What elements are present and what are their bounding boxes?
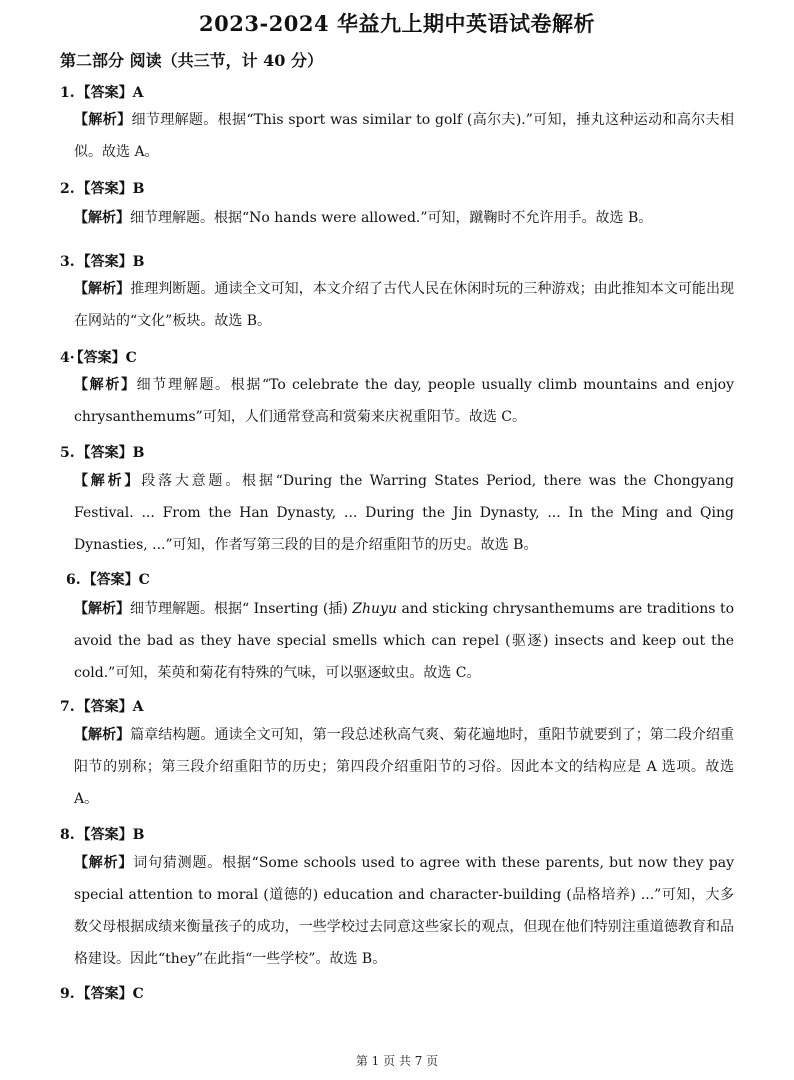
page-title: 2023-2024 华益九上期中英语试卷解析 bbox=[199, 11, 595, 36]
answer-line: 9. 【答案】C bbox=[60, 986, 144, 1002]
analysis-paragraph: 【解析】词句猜测题。根据“Some schools used to agree with these parents, but now they pay special attention to moral (道德的) education and character-building (品格培养) ...”可知，大多数父母根据成绩来衡量孩子的成功，一些学校过去同意这些家长的观点，但现在他们特别注重道德教育和品格建设。因此“they”在此指“一些学校”。故选 B。 bbox=[74, 855, 735, 967]
analysis-paragraph: 【解析】细节理解题。根据“This sport was similar to golf (高尔夫).”可知，捶丸这种运动和高尔夫相似。故选 A。 bbox=[74, 112, 734, 160]
italic-term: Zhuyu bbox=[352, 601, 397, 617]
answer-line: 2. 【答案】B bbox=[60, 181, 145, 197]
answer-line: 8. 【答案】B bbox=[60, 827, 145, 843]
analysis-paragraph: 【解析】段落大意题。根据“During the Warring States Period, there was the Chongyang Festival. ... From the Han Dynasty, ... During the Jin Dynasty, ... In the Ming and Qing Dynasties, ...”可知，作者写第三段的目的是介绍重阳节的历史。故选 B。 bbox=[74, 473, 734, 553]
answer-line: 1. 【答案】A bbox=[60, 85, 144, 101]
answer-line: 3. 【答案】B bbox=[60, 254, 145, 270]
answer-line: 4· 【答案】C bbox=[60, 350, 137, 366]
answer-line: 6. 【答案】C bbox=[66, 572, 150, 588]
analysis-paragraph: 【解析】细节理解题。根据“ Inserting (插) Zhuyu and sticking chrysanthemums are traditions to avoid the bad as they have special smells which can repel (驱逐) insects and keep out the cold.”可知，茱萸和菊花有特殊的气味，可以驱逐蚊虫。故选 C。 bbox=[74, 601, 735, 681]
analysis-paragraph: 【解析】细节理解题。根据“To celebrate the day, people usually climb mountains and enjoy chrysanthemums”可知，人们通常登高和赏菊来庆祝重阳节。故选 C。 bbox=[74, 377, 734, 425]
answer-line: 5. 【答案】B bbox=[60, 445, 145, 461]
section-heading: 第二部分 阅读（共三节，计 40 分） bbox=[60, 51, 323, 70]
answer-line: 7. 【答案】A bbox=[60, 699, 144, 715]
analysis-paragraph: 【解析】推理判断题。通读全文可知，本文介绍了古代人民在休闲时玩的三种游戏；由此推知本文可能出现在网站的“文化”板块。故选 B。 bbox=[74, 281, 735, 329]
analysis-paragraph: 【解析】篇章结构题。通读全文可知，第一段总述秋高气爽、菊花遍地时，重阳节就要到了；第二段介绍重阳节的别称；第三段介绍重阳节的历史；第四段介绍重阳节的习俗。因此本文的结构应是 A 选项。故选 A。 bbox=[74, 727, 735, 807]
analysis-paragraph: 【解析】细节理解题。根据“No hands were allowed.”可知，蹴鞠时不允许用手。故选 B。 bbox=[74, 210, 653, 226]
page-footer: 第 1 页 共 7 页 bbox=[355, 1054, 439, 1068]
